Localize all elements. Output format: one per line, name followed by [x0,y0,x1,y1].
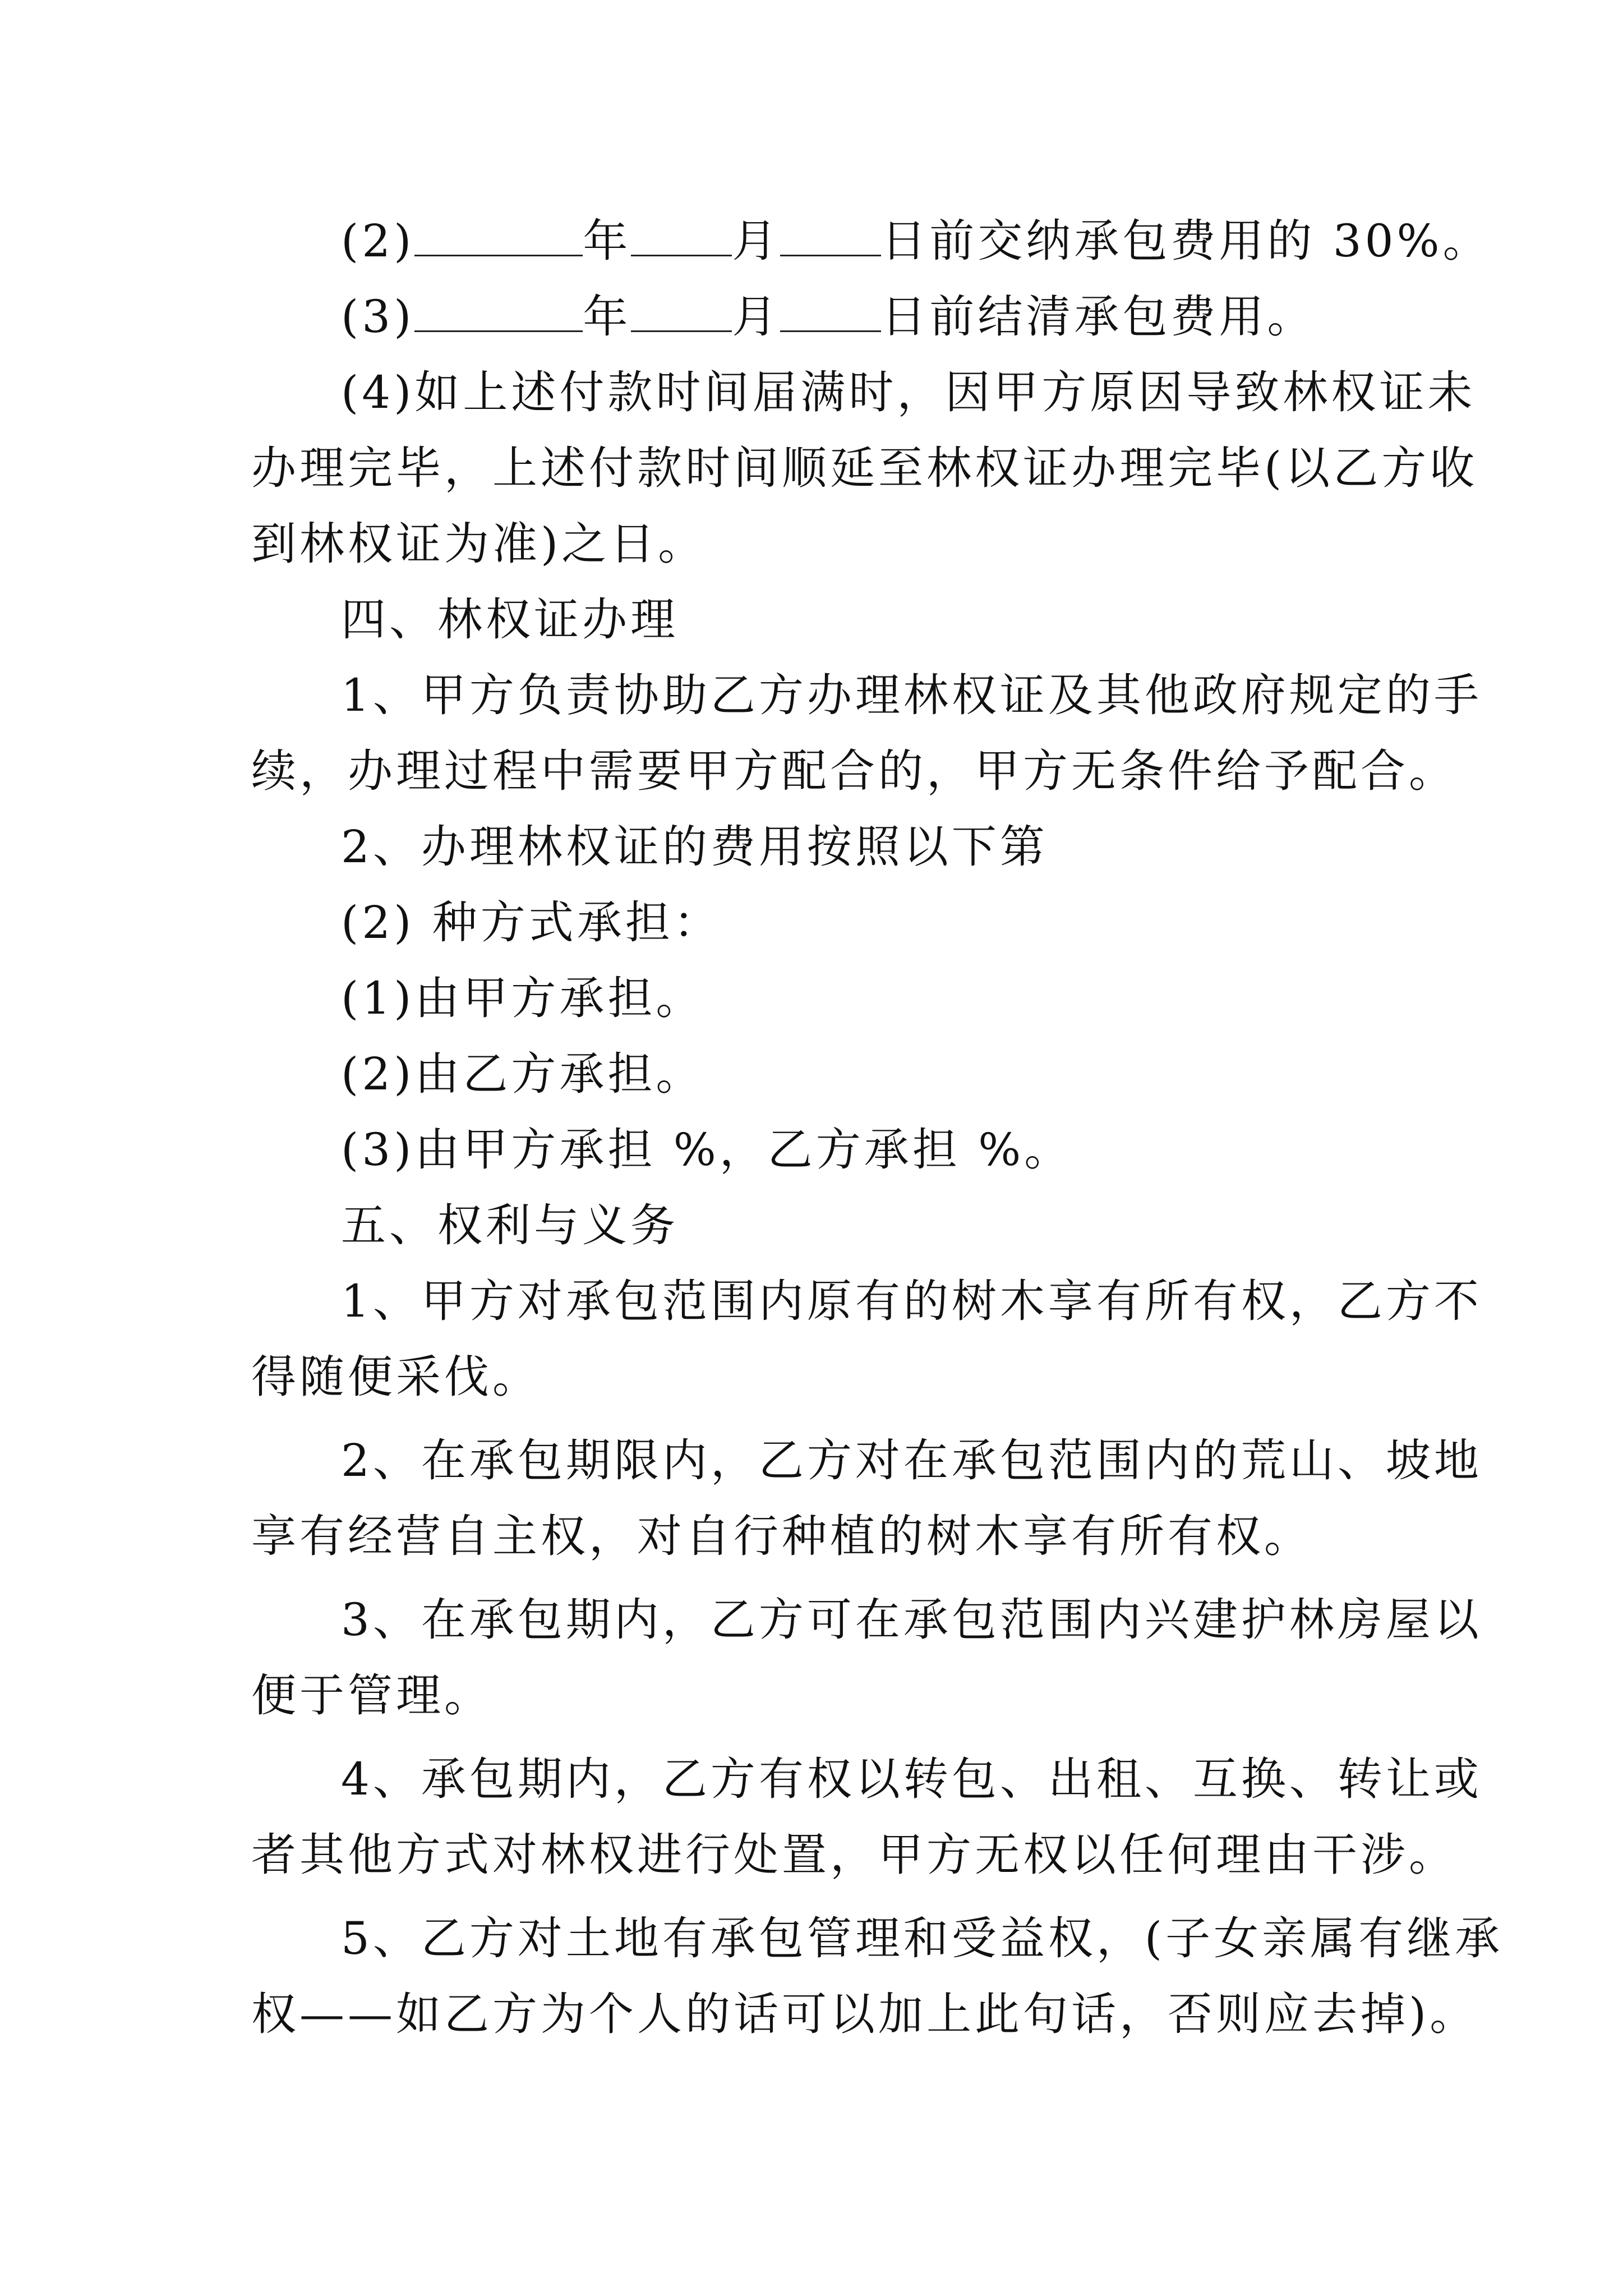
text-line: 1、甲方对承包范围内原有的树木享有所有权，乙方不 [341,1275,1482,1327]
day-blank [780,297,881,332]
text-line: (2)由乙方承担。 [341,1048,704,1100]
year-label: 年 [583,215,631,267]
year-blank [414,297,583,332]
text-line: (2) 种方式承担： [341,896,722,949]
text-line: 续，办理过程中需要甲方配合的，甲方无条件给予配合。 [251,745,1457,797]
text-line: 2、在承包期限内，乙方对在承包范围内的荒山、坡地 [341,1434,1482,1487]
text-line: 享有经营自主权，对自行种植的树木享有所有权。 [251,1510,1312,1562]
month-label: 月 [732,291,781,343]
item-number: (3) [341,291,415,343]
text-line: (3)由甲方承担 %，乙方承担 %。 [341,1124,1073,1176]
text-line: 到林权证为准)之日。 [251,518,707,570]
year-label: 年 [583,291,631,343]
text-line: 2、办理林权证的费用按照以下第 [341,821,1048,873]
payment-line-3 [251,279,1390,355]
section-heading: 四、林权证办理 [341,593,679,646]
text-line: 3、在承包期内，乙方可在承包范围内兴建护林房屋以 [341,1594,1482,1646]
text-line: 权——如乙方为个人的话可以加上此句话，否则应去掉)。 [251,1988,1478,2040]
section-heading: 五、权利与义务 [341,1199,679,1251]
payment-line-2 [251,203,1491,279]
month-label: 月 [732,215,781,267]
document-body [251,203,1504,2052]
item-number: (2) [341,215,415,267]
text-line: (4)如上述付款时间届满时，因甲方原因导致林权证未 [341,366,1476,418]
month-blank [631,221,732,256]
text-line: (1)由甲方承担。 [341,972,704,1024]
text-line: 5、乙方对土地有承包管理和受益权，(子女亲属有继承 [341,1912,1504,1964]
day-blank [780,221,881,256]
payment-text: 日前结清承包费用。 [881,291,1316,343]
text-line: 得随便采伐。 [251,1351,541,1403]
text-line: 便于管理。 [251,1669,492,1722]
text-line: 4、承包期内，乙方有权以转包、出租、互换、转让或 [341,1753,1482,1805]
text-line: 办理完毕，上述付款时间顺延至林权证办理完毕(以乙方收 [251,442,1478,494]
text-line: 1、甲方负责协助乙方办理林权证及其他政府规定的手 [341,669,1482,721]
payment-text: 日前交纳承包费用的 30%。 [881,215,1491,267]
month-blank [631,297,732,332]
text-line: 者其他方式对林权进行处置，甲方无权以任何理由干涉。 [251,1829,1457,1881]
year-blank [414,221,583,256]
